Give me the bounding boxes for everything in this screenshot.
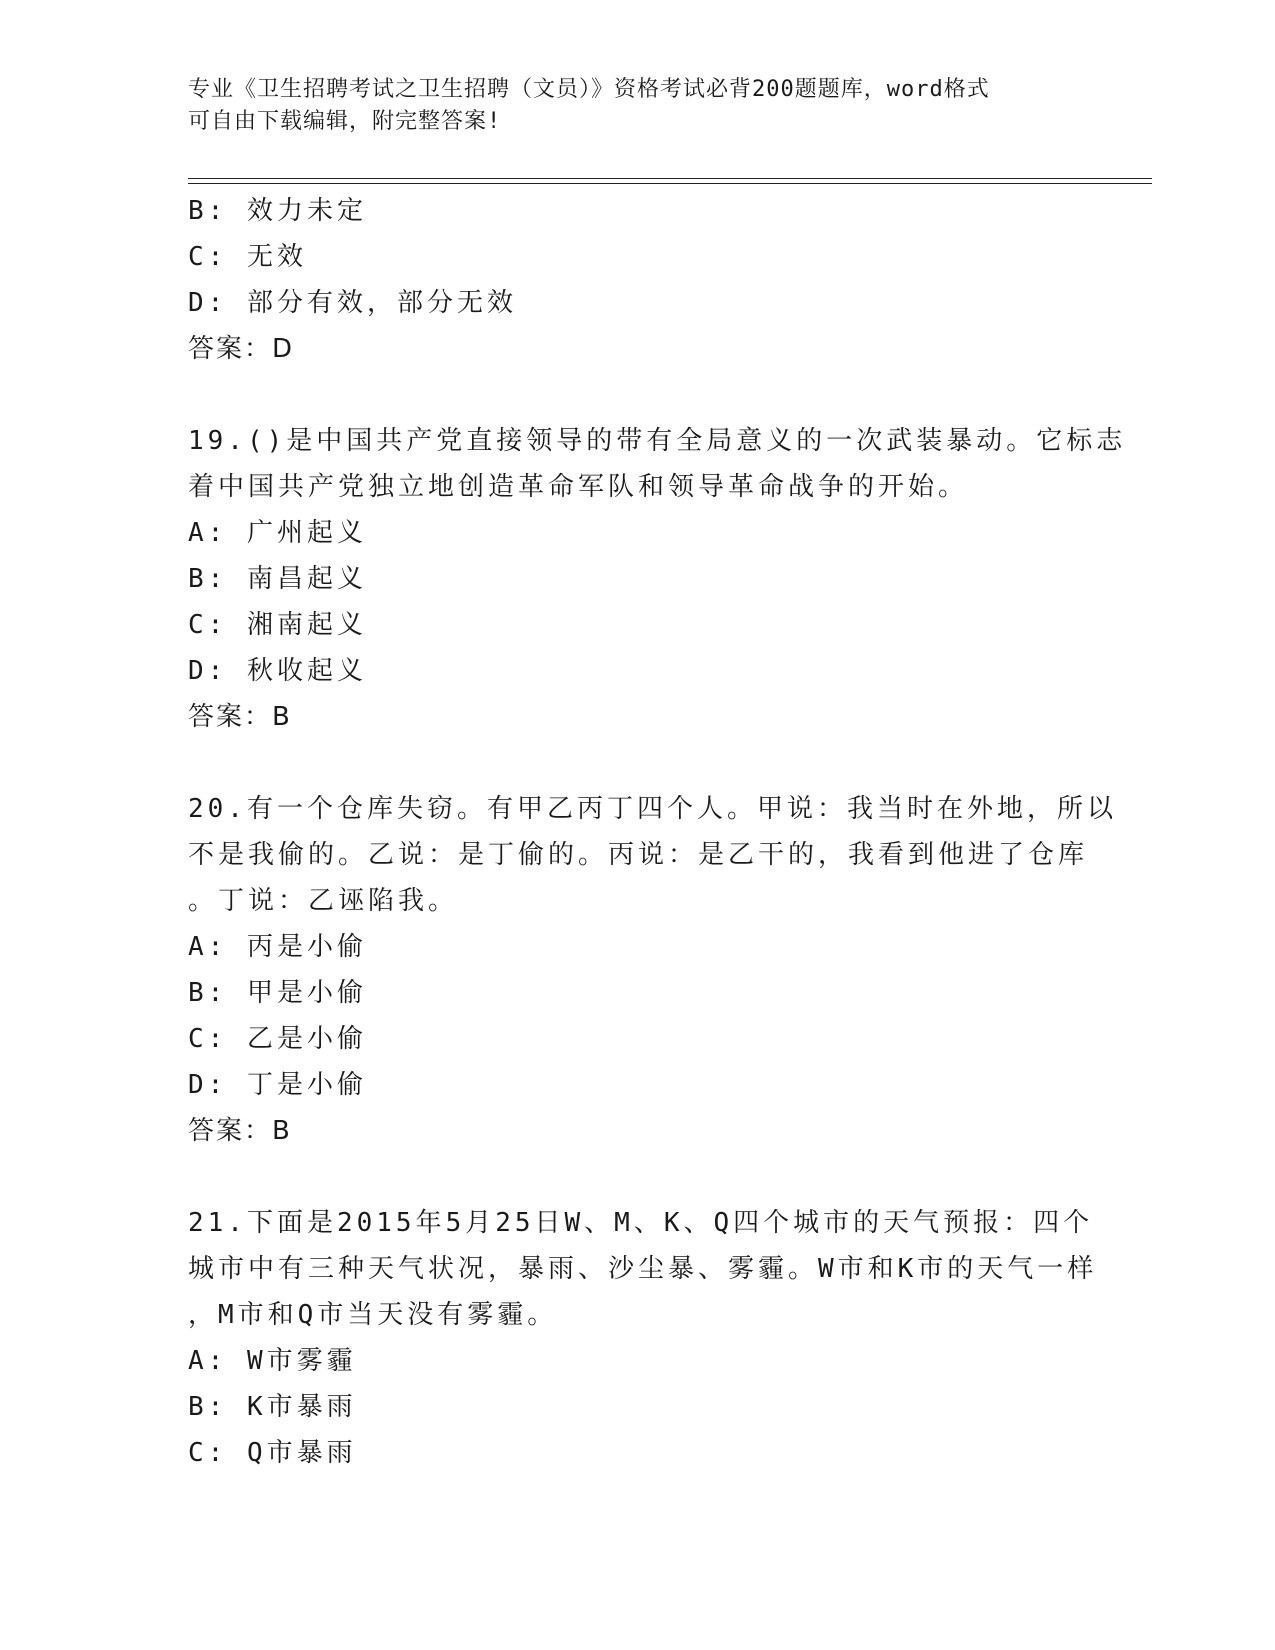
option-d: D: 丁是小偷 — [188, 1070, 367, 1100]
option-b: B: 南昌起义 — [188, 564, 367, 594]
option-d: D: 秋收起义 — [188, 656, 367, 686]
document-header — [188, 74, 1088, 138]
option-d: D: 部分有效，部分无效 — [188, 288, 517, 318]
header-rule-bottom — [188, 183, 1152, 184]
question-19 — [188, 418, 1127, 740]
option-c: C: Q市暴雨 — [188, 1438, 357, 1468]
question-stem-line: 21.下面是2015年5月25日W、M、K、Q四个城市的天气预报：四个 — [188, 1208, 1094, 1238]
option-a: A: 广州起义 — [188, 518, 367, 548]
header-rule-top — [188, 178, 1152, 179]
option-b: B: K市暴雨 — [188, 1392, 357, 1422]
question-21 — [188, 1200, 1098, 1476]
question-stem-line: 20.有一个仓库失窃。有甲乙丙丁四个人。甲说：我当时在外地，所以 — [188, 794, 1117, 824]
question-stem-line: ，M市和Q市当天没有雾霾。 — [188, 1300, 558, 1330]
option-c: C: 无效 — [188, 242, 307, 272]
option-a: A: W市雾霾 — [188, 1346, 357, 1376]
question-stem-line: 19.()是中国共产党直接领导的带有全局意义的一次武装暴动。它标志 — [188, 426, 1127, 456]
question-stem-line: 。丁说：乙诬陷我。 — [188, 886, 459, 916]
option-c: C: 湘南起义 — [188, 610, 367, 640]
option-b: B: 效力未定 — [188, 196, 367, 226]
question-stem-line: 不是我偷的。乙说：是丁偷的。丙说：是乙干的，我看到他进了仓库 — [188, 840, 1089, 870]
spacer — [188, 740, 1088, 786]
option-b: B: 甲是小偷 — [188, 978, 367, 1008]
option-c: C: 乙是小偷 — [188, 1024, 367, 1054]
header-title-line-1: 专业《卫生招聘考试之卫生招聘（文员）》资格考试必背200题题库，word格式 — [188, 77, 990, 102]
spacer — [188, 1154, 1088, 1200]
question-20 — [188, 786, 1117, 1154]
answer: 答案：D — [188, 334, 295, 364]
question-stem-line: 城市中有三种天气状况，暴雨、沙尘暴、雾霾。W市和K市的天气一样 — [188, 1254, 1098, 1284]
answer: 答案：B — [188, 1116, 292, 1146]
answer: 答案：B — [188, 702, 292, 732]
question-content — [188, 188, 1127, 1476]
header-title-line-2: 可自由下载编辑，附完整答案! — [188, 109, 502, 134]
spacer — [188, 372, 1088, 418]
option-a: A: 丙是小偷 — [188, 932, 367, 962]
question-18-tail — [188, 188, 1088, 372]
question-stem-line: 着中国共产党独立地创造革命军队和领导革命战争的开始。 — [188, 472, 969, 502]
